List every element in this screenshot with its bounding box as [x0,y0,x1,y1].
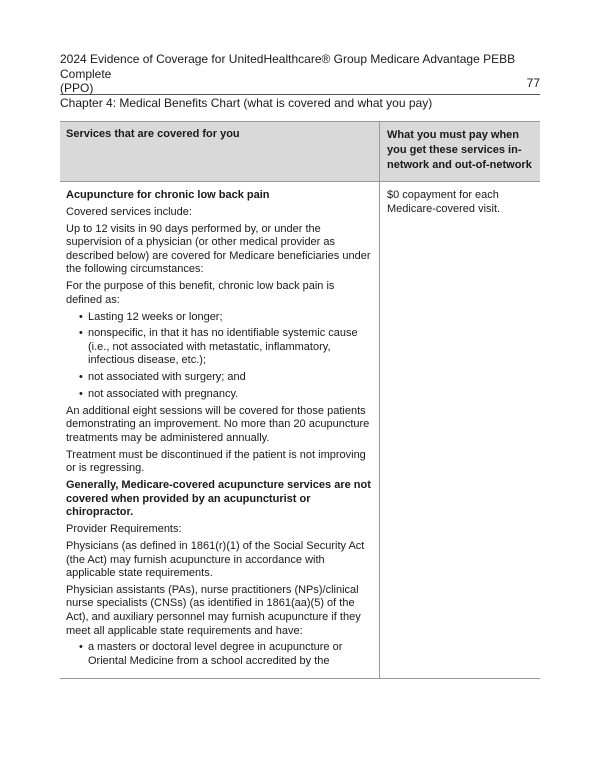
paragraph: An additional eight sessions will be covered for those patients demonstrating an improvement. No more than 20 acupuncture treatments may be administered annually. [66,404,370,444]
paragraph: Physicians (as defined in 1861(r)(1) of the Social Security Act (the Act) may furnish acupuncture in accordance with applicable state requirements. [66,539,365,580]
document-title-line-2: (PPO) [60,81,94,95]
chapter-title: Chapter 4: Medical Benefits Chart (what is covered and what you pay) [60,95,433,110]
column-header-payment: What you must pay when you get these services in-network and out-of-network [387,129,532,171]
payment-text-line-1: $0 copayment for each [387,189,499,201]
bullet-item: • not associated with surgery; and [66,371,373,385]
bullet-item: • Lasting 12 weeks or longer; [66,311,373,325]
column-header-services: Services that are covered for you [60,122,380,181]
paragraph: For the purpose of this benefit, chronic low back pain is defined as: [66,280,335,306]
service-description-cell [60,182,380,678]
paragraph: Treatment must be discontinued if the patient is not improving or is regressing. [66,448,366,475]
page-header [60,52,540,110]
bullet-item: • not associated with pregnancy. [66,388,373,402]
header-divider [60,94,540,95]
paragraph: Up to 12 visits in 90 days performed by, or under the supervision of a physician (or other medical provider as described below) are covered for Medicare beneficiaries under the following circumstances: [66,222,371,276]
benefits-table [60,121,540,679]
paragraph: Provider Requirements: [66,523,182,536]
paragraph: Covered services include: [66,205,192,218]
document-title-line-1: 2024 Evidence of Coverage for UnitedHealthcare® Group Medicare Advantage PEBB Complete [60,52,516,81]
payment-text-line-2: Medicare-covered visit. [387,202,501,215]
bullet-item: • nonspecific, in that it has no identifiable systemic cause (i.e., not associated with metastatic, inflammatory, infectious disease, etc.); [66,327,373,368]
service-title: Acupuncture for chronic low back pain [66,189,270,201]
payment-cell [380,182,540,678]
page-number: 77 [526,76,540,90]
table-header-row [60,122,540,182]
table-row [60,182,540,678]
bullet-item: • a masters or doctoral level degree in acupuncture or Oriental Medicine from a school accredited by the [66,641,373,668]
bold-notice: Generally, Medicare-covered acupuncture services are not covered when provided by an acupuncturist or chiropractor. [66,479,371,519]
paragraph: Physician assistants (PAs), nurse practitioners (NPs)/clinical nurse specialists (CNSs) (as identified in 1861(aa)(5) of the Act), and auxiliary personnel may furnish acupuncture if they meet all applicable state requirements and have: [66,583,361,637]
